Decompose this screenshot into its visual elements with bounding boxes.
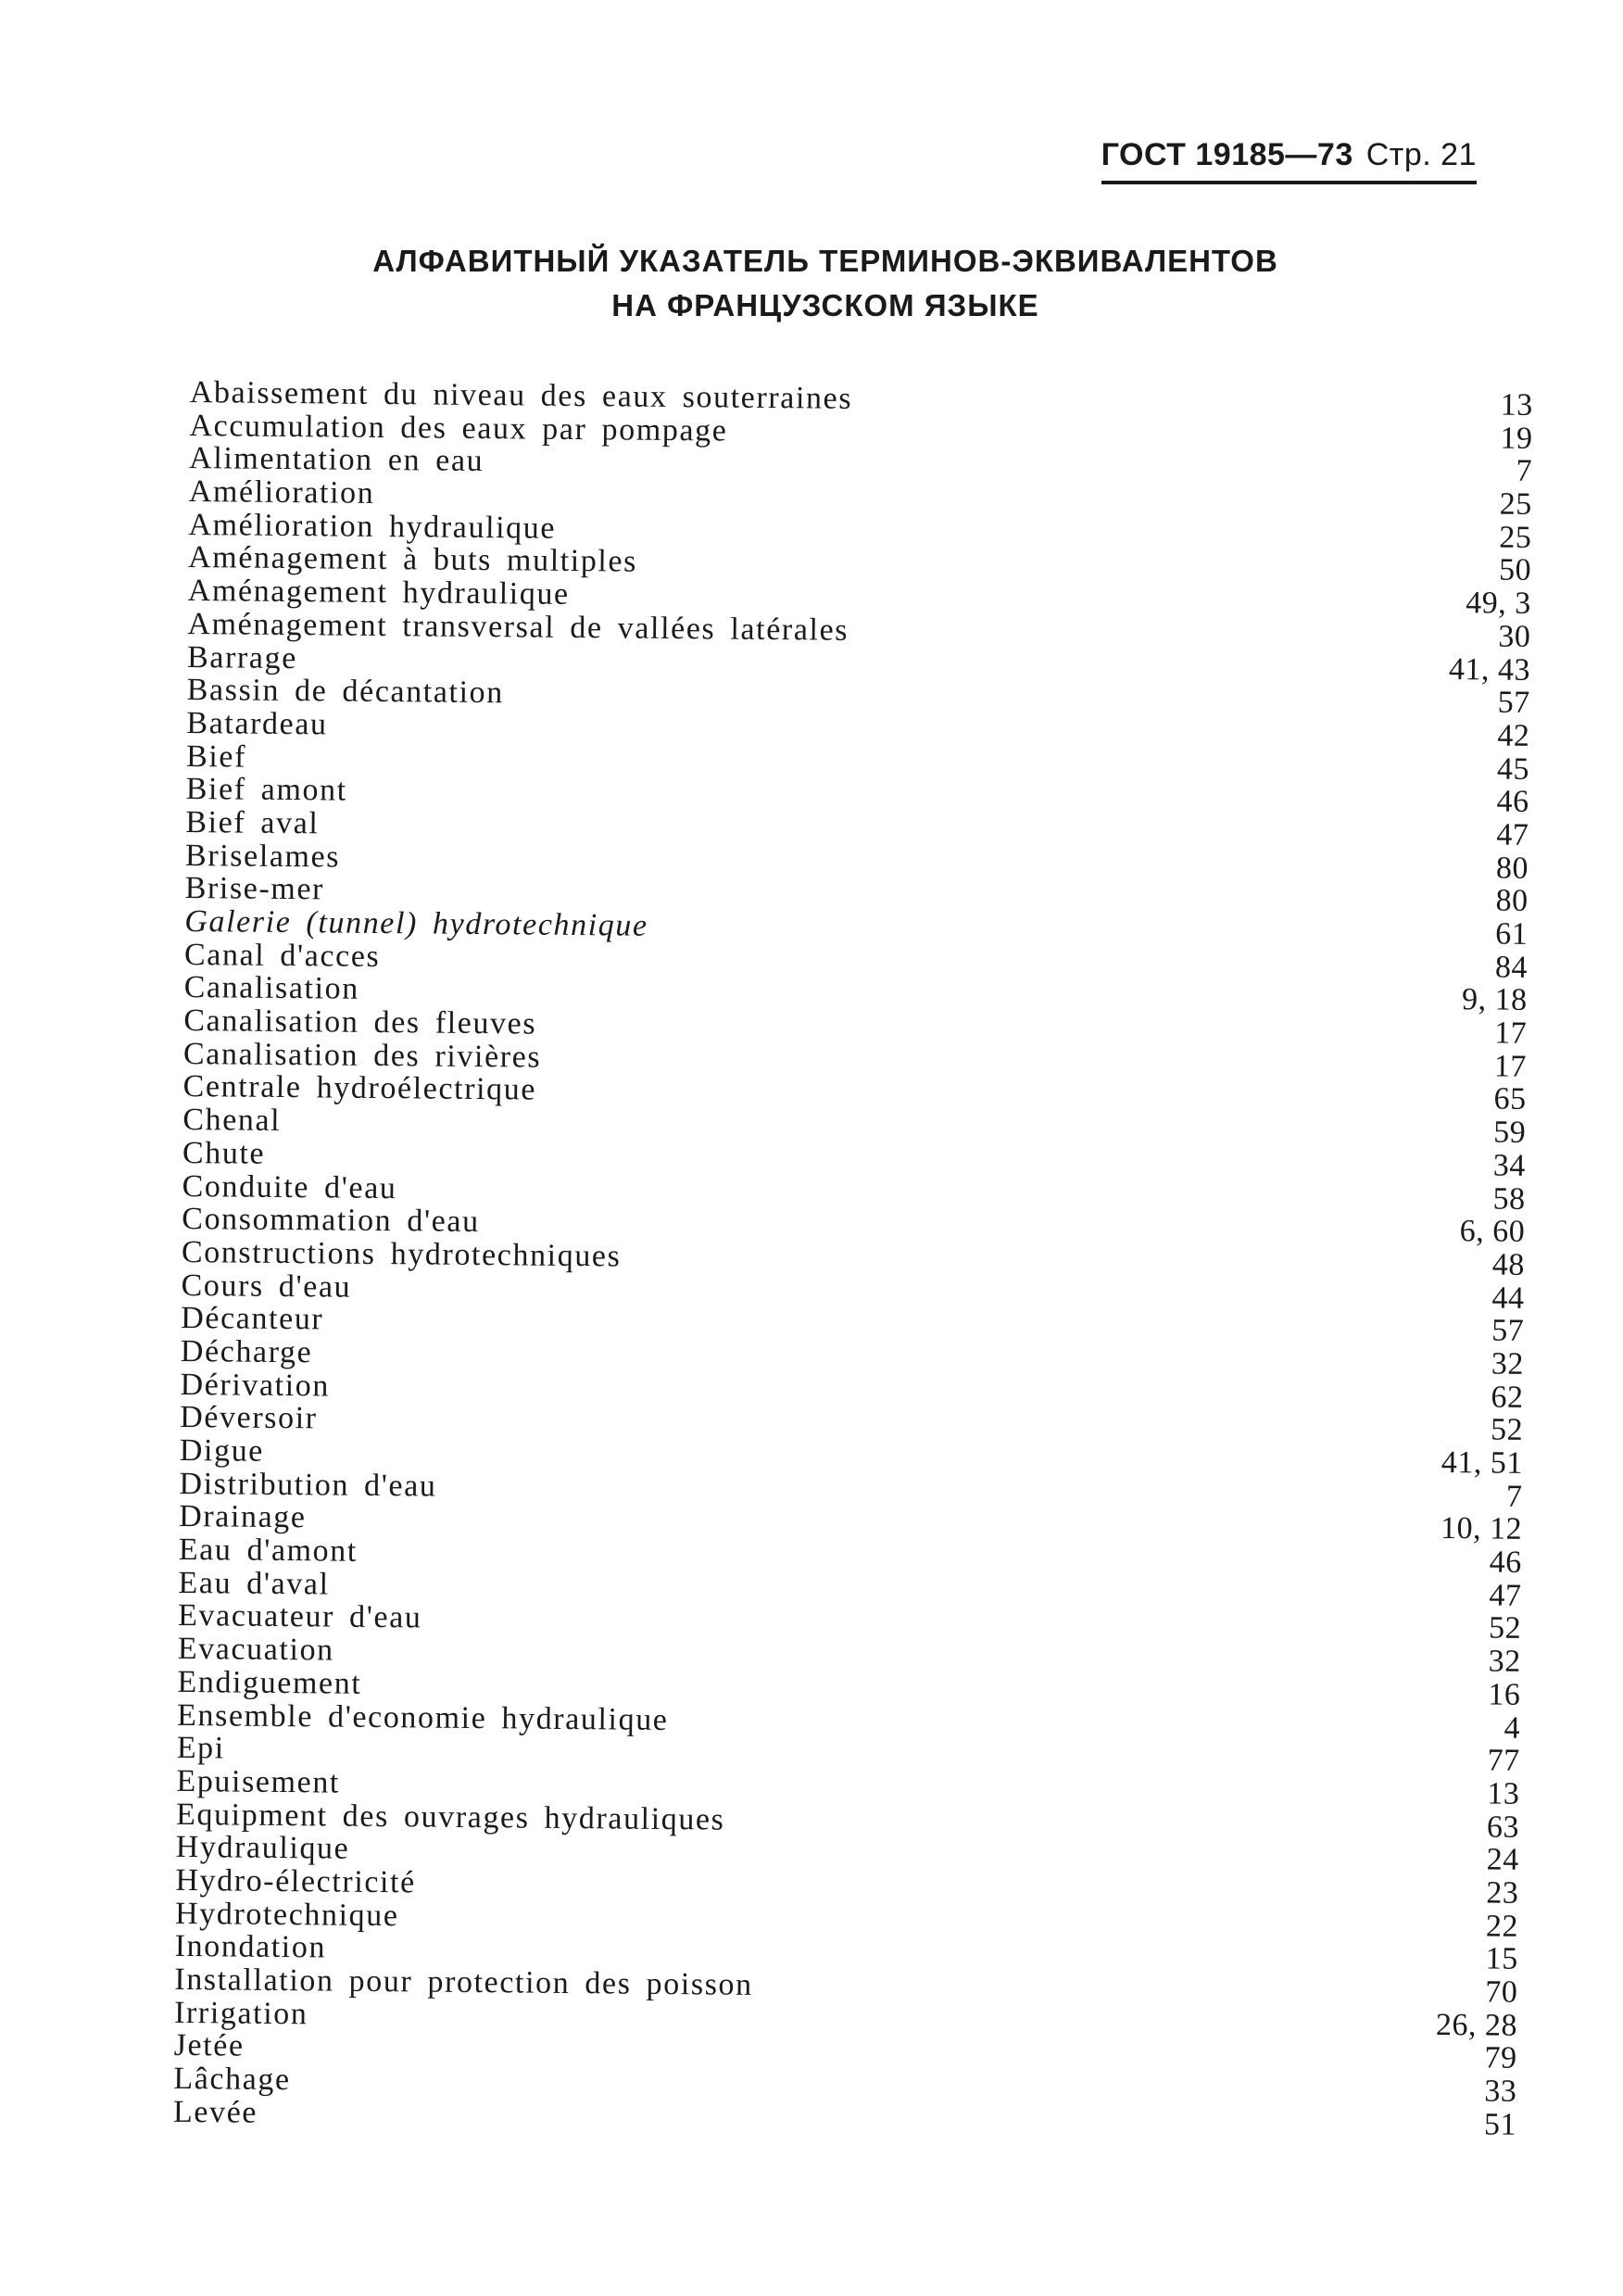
index-term: Irrigation [173,1995,308,2031]
index-term: Amélioration [188,474,375,511]
index-term: Eau d'amont [178,1533,359,1569]
index-reference: 52 [1490,1412,1524,1448]
index-reference: 61 [1495,916,1529,952]
index-term: Eau d'aval [178,1565,330,1602]
index-reference: 65 [1493,1081,1527,1117]
index-term: Distribution d'eau [179,1466,437,1504]
index-reference: 45 [1496,751,1530,787]
index-term: Barrage [186,639,298,675]
index-reference: 52 [1488,1610,1522,1646]
index-reference: 10, 12 [1440,1511,1523,1547]
term-index-list [173,376,1533,2141]
index-reference: 84 [1494,950,1529,985]
index-reference: 9, 18 [1461,982,1528,1018]
index-reference: 77 [1487,1743,1520,1779]
index-reference: 49, 3 [1466,586,1531,622]
index-reference: 7 [1516,454,1533,489]
index-term: Bief aval [185,804,320,841]
index-reference: 46 [1489,1545,1522,1580]
index-term: Aménagement transversal de vallées latérales [187,606,849,648]
title-line-1: АЛФАВИТНЫЙ УКАЗАТЕЛЬ ТЕРМИНОВ-ЭКВИВАЛЕНТОВ [372,244,1278,278]
index-term: Brise-mer [184,871,325,907]
index-reference: 70 [1485,1974,1518,2010]
index-reference: 16 [1488,1677,1521,1712]
index-reference: 26, 28 [1435,2007,1518,2043]
index-reference: 47 [1496,817,1529,852]
index-term: Amélioration hydraulique [188,507,557,546]
index-term: Chute [182,1135,266,1171]
index-term: Lâchage [173,2061,291,2098]
index-reference: 80 [1495,883,1529,919]
index-term: Epi [176,1731,225,1766]
index-term: Canalisation [183,970,360,1007]
index-term: Hydraulique [175,1830,350,1866]
index-reference: 79 [1484,2040,1517,2076]
index-reference: 13 [1487,1776,1520,1811]
index-reference: 42 [1497,718,1530,753]
index-term: Drainage [179,1499,307,1535]
index-reference: 19 [1500,421,1533,456]
index-term: Batardeau [186,705,328,742]
index-term: Installation pour protection des poisson [174,1962,753,2002]
index-term: Ensemble d'economie hydraulique [176,1697,669,1737]
index-reference: 13 [1500,387,1533,423]
index-term: Abaissement du niveau des eaux souterraines [189,375,853,416]
index-term: Centrale hydroélectrique [182,1069,537,1108]
page-number: Стр. 21 [1365,137,1477,172]
index-term: Bief [185,738,247,775]
index-reference: 62 [1491,1380,1524,1415]
index-term: Bassin de décantation [186,673,504,711]
index-term: Hydro-électricité [175,1862,416,1900]
index-reference: 6, 60 [1459,1214,1526,1250]
index-reference: 24 [1486,1842,1519,1878]
index-term: Chenal [182,1103,282,1139]
index-reference: 51 [1483,2107,1517,2142]
index-term: Canal d'acces [183,937,381,974]
index-term: Epuisement [176,1763,341,1800]
index-term: Evacuateur d'eau [177,1598,422,1635]
index-term: Briselames [184,838,341,875]
index-reference: 57 [1497,685,1530,721]
index-term: Cours d'eau [181,1268,352,1305]
index-term: Constructions hydrotechniques [181,1234,622,1274]
index-reference: 41, 51 [1441,1445,1523,1481]
index-term: Accumulation des eaux par pompage [189,408,728,448]
index-reference: 22 [1485,1909,1519,1944]
index-reference: 50 [1498,553,1532,588]
index-reference: 80 [1495,851,1529,886]
title-line-2: НА ФРАНЦУЗСКОМ ЯЗЫКЕ [611,288,1039,322]
index-reference: 33 [1484,2074,1517,2109]
index-term: Consommation d'eau [182,1202,480,1240]
page-header [1101,137,1477,184]
index-term: Bief amont [185,772,347,808]
index-reference: 4 [1503,1710,1521,1746]
index-reference: 25 [1499,520,1532,555]
index-reference: 59 [1493,1115,1527,1151]
index-reference: 57 [1491,1313,1525,1349]
index-term: Décanteur [181,1301,324,1337]
index-term: Equipment des ouvrages hydrauliques [175,1797,725,1837]
index-term: Conduite d'eau [182,1168,397,1205]
index-reference: 23 [1486,1875,1519,1911]
index-term: Aménagement à buts multiples [187,540,638,580]
index-term: Galerie (tunnel) hydrotechnique [184,903,648,943]
index-reference: 7 [1505,1479,1523,1514]
index-reference: 46 [1496,784,1529,820]
index-title [0,239,1623,328]
index-term: Dérivation [180,1367,331,1404]
standard-number: ГОСТ 19185—73 [1101,137,1353,172]
index-term: Canalisation des rivières [182,1036,542,1075]
index-term: Décharge [180,1333,313,1370]
index-term: Déversoir [180,1400,318,1436]
index-reference: 47 [1489,1578,1522,1613]
index-term: Jetée [173,2028,245,2064]
index-reference: 48 [1491,1247,1526,1282]
index-reference: 17 [1493,1049,1528,1084]
index-reference: 44 [1491,1280,1525,1316]
index-reference: 30 [1498,619,1531,654]
index-term: Aménagement hydraulique [187,574,570,612]
index-reference: 32 [1488,1644,1521,1679]
index-term: Levée [172,2094,258,2130]
index-reference: 34 [1492,1148,1527,1183]
index-reference: 17 [1494,1016,1528,1051]
index-reference: 58 [1492,1181,1526,1217]
index-reference: 41, 43 [1448,651,1531,688]
index-term: Canalisation des fleuves [183,1003,537,1041]
index-term: Endiguement [177,1664,362,1701]
index-term: Digue [179,1432,265,1469]
index-reference: 15 [1485,1941,1518,1977]
index-term: Alimentation en eau [188,441,484,479]
index-reference: 63 [1486,1810,1520,1845]
index-term: Hydrotechnique [174,1896,399,1933]
index-reference: 32 [1491,1346,1525,1381]
index-reference: 25 [1499,486,1532,522]
index-term: Evacuation [177,1632,334,1668]
index-term: Inondation [174,1929,327,1965]
